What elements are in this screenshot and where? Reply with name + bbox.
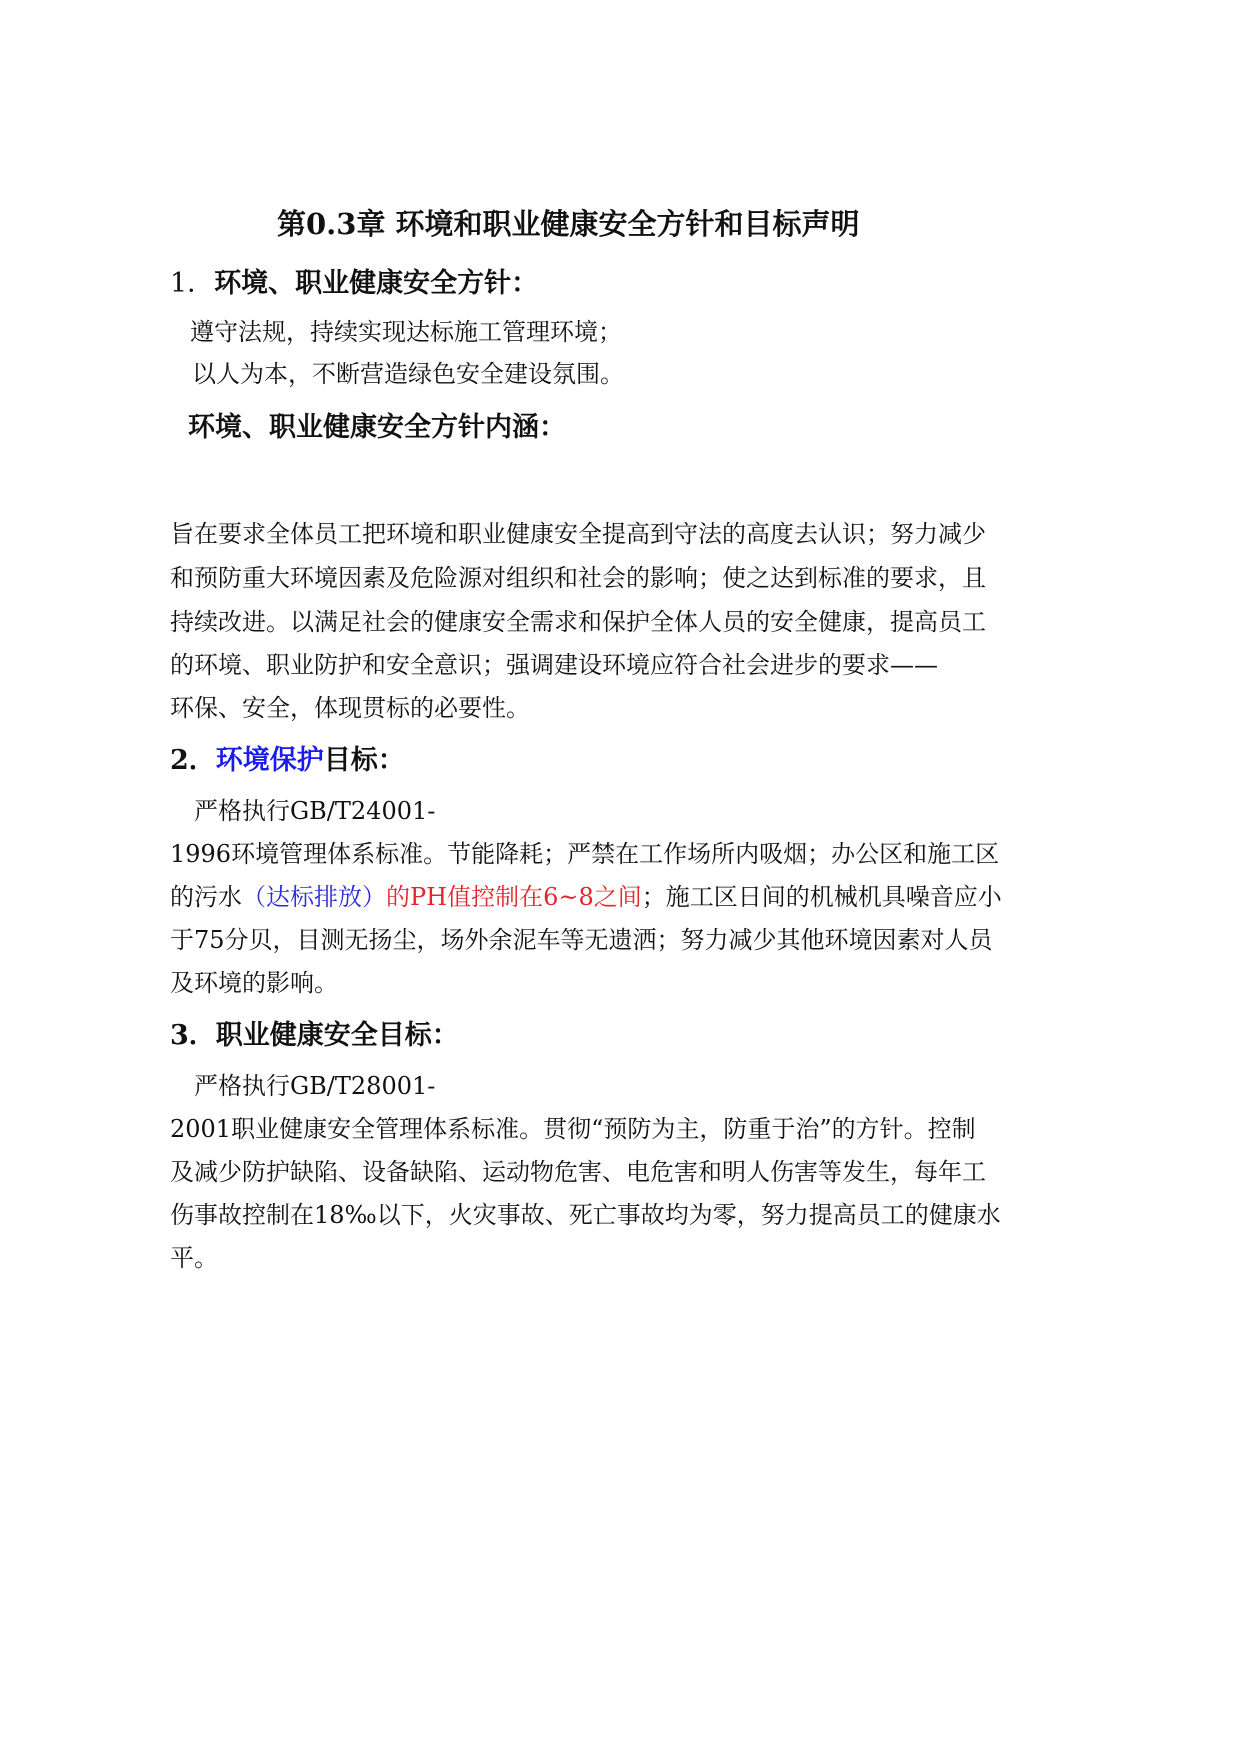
ohs-target-line-4: 伤事故控制在18‰以下，火灾事故、死亡事故均为零，努力提高员工的健康水 (170, 1201, 1001, 1229)
page-title: 第0.3章 环境和职业健康安全方针和目标声明 (277, 207, 860, 241)
env-target-line-4: 于75分贝，目测无扬尘，场外余泥车等无遗洒；努力减少其他环境因素对人员 (170, 926, 993, 954)
env-target-line-5: 及环境的影响。 (170, 969, 338, 997)
policy-line-1: 遵守法规，持续实现达标施工管理环境； (190, 318, 622, 346)
connotation-line-2: 和预防重大环境因素及危险源对组织和社会的影响；使之达到标准的要求，且 (170, 564, 986, 592)
ohs-target-line-2: 2001职业健康安全管理体系标准。贯彻“预防为主，防重于治”的方针。控制 (170, 1115, 976, 1143)
policy-line-2: 以人为本，不断营造绿色安全建设氛围。 (192, 360, 624, 388)
section2-number: 2． (170, 745, 216, 776)
env-target-line-3 (170, 881, 1002, 913)
section2-label: 目标： (323, 745, 405, 776)
env-text-part-2: ；施工区日间的机械机具噪音应小 (641, 883, 1002, 911)
connotation-line-1: 旨在要求全体员工把环境和职业健康安全提高到守法的高度去认识；努力减少 (170, 520, 986, 548)
env-target-line-1: 严格执行GB/T24001- (194, 797, 436, 825)
section1-label: 环境、职业健康安全方针： (214, 268, 539, 299)
section3-number: 3． (170, 1020, 216, 1051)
section3-heading (170, 1017, 459, 1055)
ohs-target-line-5: 平。 (170, 1244, 218, 1272)
section3-label: 职业健康安全目标： (215, 1020, 459, 1051)
section2-heading (170, 742, 405, 780)
ohs-target-line-3: 及减少防护缺陷、设备缺陷、运动物危害、电危害和明人伤害等发生，每年工 (170, 1158, 986, 1186)
ohs-target-line-1: 严格执行GB/T28001- (194, 1072, 436, 1100)
connotation-heading: 环境、职业健康安全方针内涵： (188, 412, 566, 443)
env-text-blue: （达标排放） (242, 883, 386, 911)
env-text-part: 的污水 (170, 883, 242, 911)
connotation-line-3: 持续改进。以满足社会的健康安全需求和保护全体人员的安全健康，提高员工 (170, 608, 986, 636)
section2-label-highlight: 环境保护 (215, 745, 324, 776)
connotation-line-5: 环保、安全，体现贯标的必要性。 (170, 694, 530, 722)
env-text-red: 的PH值控制在6~8之间 (386, 883, 642, 911)
section1-heading (170, 265, 538, 303)
env-target-line-2: 1996环境管理体系标准。节能降耗；严禁在工作场所内吸烟；办公区和施工区 (170, 840, 1000, 868)
connotation-line-4: 的环境、职业防护和安全意识；强调建设环境应符合社会进步的要求—— (170, 651, 938, 679)
section1-number: 1． (170, 268, 215, 299)
